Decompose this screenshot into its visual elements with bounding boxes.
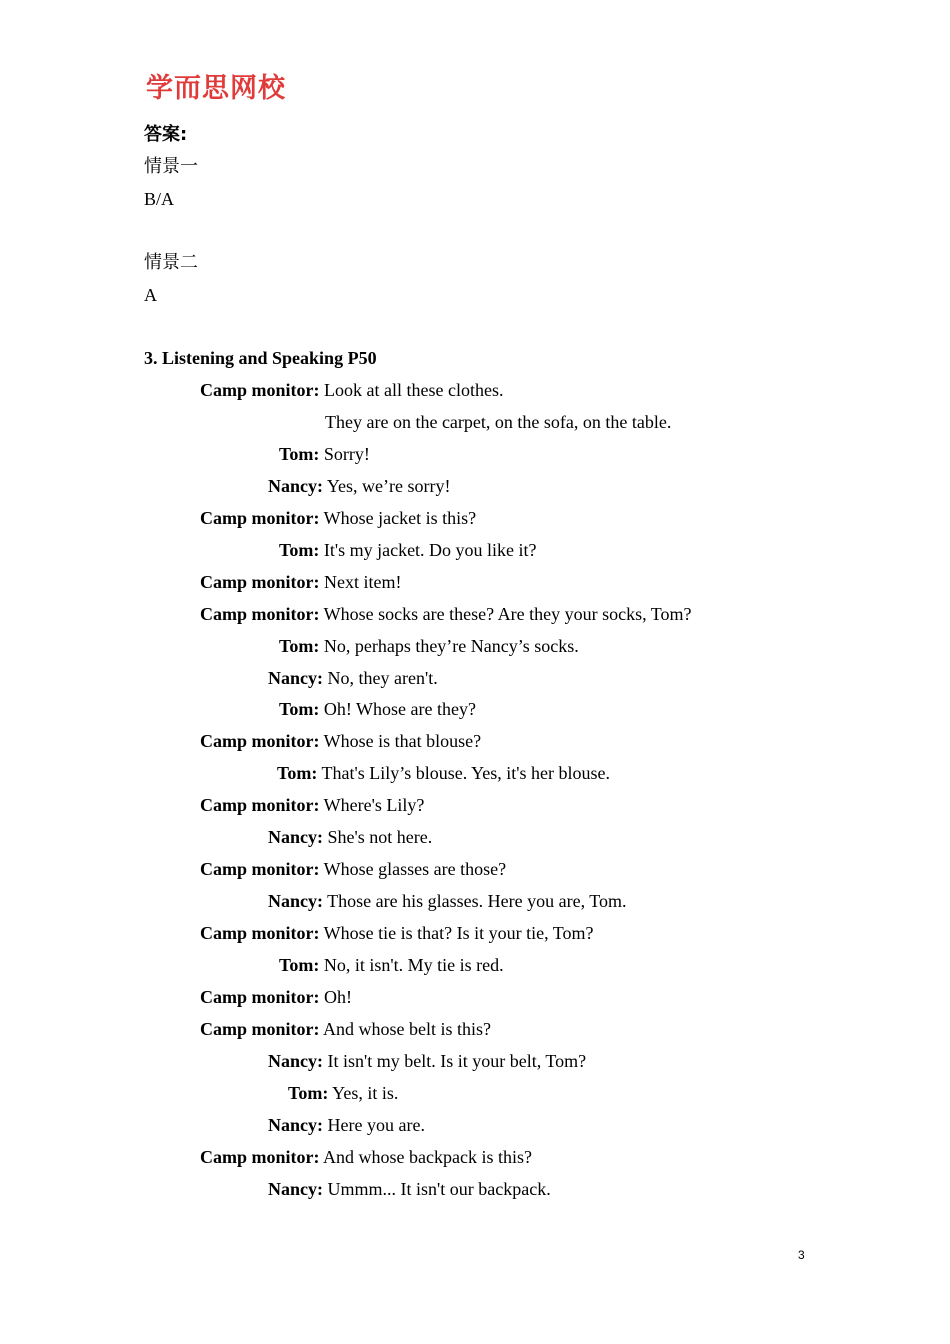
speaker-name: Camp monitor: <box>200 1019 320 1039</box>
dialogue-line <box>200 794 424 816</box>
dialogue-text: Whose jacket is this? <box>319 508 477 528</box>
speaker-name: Nancy: <box>268 1051 323 1071</box>
speaker-name: Camp monitor: <box>200 731 320 751</box>
dialogue-line <box>268 667 438 689</box>
dialogue-line <box>325 411 671 433</box>
dialogue-text: No, perhaps they’re Nancy’s socks. <box>319 636 579 656</box>
dialogue-text: Next item! <box>319 572 402 592</box>
speaker-name: Tom: <box>279 955 320 975</box>
dialogue-text: Yes, it is. <box>328 1083 399 1103</box>
speaker-name: Tom: <box>279 636 320 656</box>
dialogue-line <box>268 826 432 848</box>
dialogue-line <box>200 603 691 625</box>
dialogue-text: Whose is that blouse? <box>319 731 482 751</box>
dialogue-text: Whose glasses are those? <box>319 859 507 879</box>
dialogue-line <box>279 539 537 561</box>
dialogue-text: Oh! Whose are they? <box>319 699 476 719</box>
dialogue-text: It isn't my belt. Is it your belt, Tom? <box>323 1051 587 1071</box>
dialogue-line <box>200 986 352 1008</box>
dialogue-line <box>268 475 450 497</box>
dialogue-line <box>200 507 476 529</box>
section-title: 3. Listening and Speaking P50 <box>144 348 377 368</box>
scene2-label: 情景二 <box>144 252 198 273</box>
dialogue-line <box>268 1050 586 1072</box>
speaker-name: Nancy: <box>268 668 323 688</box>
dialogue-text: That's Lily’s blouse. Yes, it's her blouse. <box>317 763 611 783</box>
dialogue-line <box>200 571 401 593</box>
dialogue-text: And whose backpack is this? <box>319 1147 532 1167</box>
speaker-name: Tom: <box>279 540 320 560</box>
dialogue-line <box>279 635 579 657</box>
speaker-name: Nancy: <box>268 1179 323 1199</box>
speaker-name: Camp monitor: <box>200 859 320 879</box>
scene2-answer: A <box>144 285 157 305</box>
dialogue-text: Those are his glasses. Here you are, Tom. <box>323 891 627 911</box>
speaker-name: Nancy: <box>268 891 323 911</box>
dialogue-line <box>268 1178 551 1200</box>
dialogue-text: No, it isn't. My tie is red. <box>319 955 504 975</box>
dialogue-line <box>268 1114 425 1136</box>
speaker-name: Nancy: <box>268 476 323 496</box>
dialogue-text: Here you are. <box>323 1115 425 1135</box>
speaker-name: Camp monitor: <box>200 572 320 592</box>
dialogue-text: No, they aren't. <box>323 668 438 688</box>
dialogue-line <box>277 762 610 784</box>
dialogue-text: They are on the carpet, on the sofa, on the table. <box>325 412 672 432</box>
dialogue-text: Ummm... It isn't our backpack. <box>323 1179 551 1199</box>
speaker-name: Tom: <box>288 1083 329 1103</box>
speaker-name: Tom: <box>279 444 320 464</box>
speaker-name: Camp monitor: <box>200 795 320 815</box>
dialogue-line <box>279 443 370 465</box>
speaker-name: Nancy: <box>268 1115 323 1135</box>
dialogue-line <box>200 379 503 401</box>
speaker-name: Camp monitor: <box>200 1147 320 1167</box>
speaker-name: Camp monitor: <box>200 380 320 400</box>
dialogue-line <box>200 922 594 944</box>
dialogue-line <box>200 1146 532 1168</box>
brand-logo: 学而思网校 <box>146 73 286 104</box>
dialogue-line <box>200 1018 491 1040</box>
dialogue-text: And whose belt is this? <box>319 1019 491 1039</box>
scene1-label: 情景一 <box>144 156 198 177</box>
speaker-name: Camp monitor: <box>200 508 320 528</box>
speaker-name: Camp monitor: <box>200 987 320 1007</box>
answer-heading: 答案: <box>144 124 188 145</box>
dialogue-line <box>279 698 476 720</box>
dialogue-line <box>200 858 506 880</box>
speaker-name: Camp monitor: <box>200 923 320 943</box>
speaker-name: Tom: <box>277 763 318 783</box>
dialogue-text: It's my jacket. Do you like it? <box>319 540 537 560</box>
dialogue-line <box>279 954 504 976</box>
dialogue-text: Oh! <box>319 987 352 1007</box>
dialogue-text: Where's Lily? <box>319 795 425 815</box>
speaker-name: Camp monitor: <box>200 604 320 624</box>
dialogue-text: Whose tie is that? Is it your tie, Tom? <box>319 923 594 943</box>
dialogue-text: Look at all these clothes. <box>319 380 504 400</box>
dialogue-line <box>288 1082 398 1104</box>
dialogue-text: Whose socks are these? Are they your socks, Tom? <box>319 604 692 624</box>
dialogue-line <box>268 890 627 912</box>
speaker-name: Nancy: <box>268 827 323 847</box>
dialogue-text: Yes, we’re sorry! <box>323 476 451 496</box>
page-number: 3 <box>798 1248 805 1262</box>
scene1-answer: B/A <box>144 189 175 209</box>
dialogue-line <box>200 730 481 752</box>
speaker-name: Tom: <box>279 699 320 719</box>
dialogue-text: She's not here. <box>323 827 433 847</box>
dialogue-text: Sorry! <box>319 444 370 464</box>
